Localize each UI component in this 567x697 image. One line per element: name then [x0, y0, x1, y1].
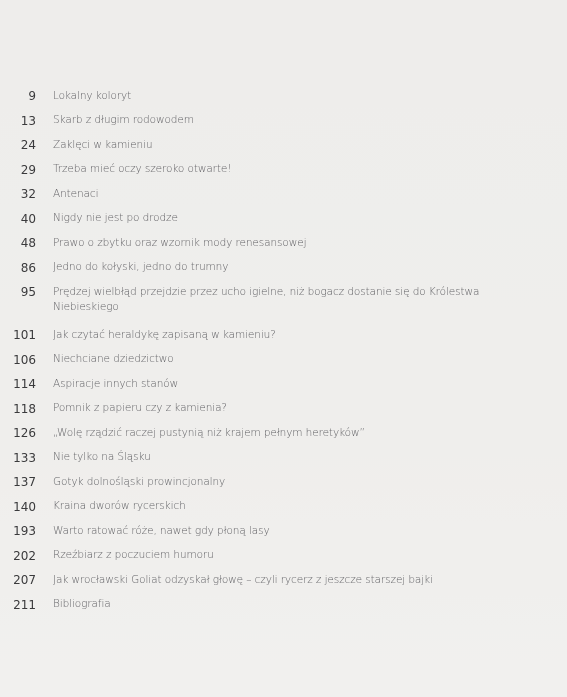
- toc-page-number: 133: [13, 450, 36, 465]
- toc-entry[interactable]: [0, 420, 567, 445]
- toc-entry[interactable]: [0, 567, 567, 592]
- toc-page-number: 40: [20, 211, 36, 226]
- toc-entry[interactable]: [0, 592, 567, 617]
- toc-chapter-title: Skarb z długim rodowodem: [53, 114, 194, 126]
- toc-page-number: 29: [20, 162, 36, 177]
- toc-entry[interactable]: [0, 108, 567, 133]
- toc-page-number: 9: [28, 89, 36, 103]
- toc-chapter-title: Nigdy nie jest po drodze: [53, 212, 178, 224]
- toc-page-number: 193: [13, 524, 36, 538]
- toc-entry[interactable]: [0, 206, 567, 231]
- toc-chapter-title: Kraina dworów rycerskich: [53, 500, 186, 512]
- toc-entry[interactable]: [0, 83, 567, 108]
- toc-entry[interactable]: [0, 518, 567, 543]
- toc-page-number: 202: [13, 548, 36, 563]
- toc-page-number: 32: [20, 187, 36, 201]
- toc-entry[interactable]: [0, 322, 567, 347]
- toc-chapter-title: Warto ratować róże, nawet gdy płoną lasy: [53, 524, 270, 537]
- toc-page-number: 24: [20, 138, 36, 152]
- toc-chapter-title: Gotyk dolnośląski prowincjonalny: [53, 475, 226, 488]
- toc-entry[interactable]: [0, 347, 567, 372]
- toc-chapter-title: Niechciane dziedzictwo: [53, 353, 174, 365]
- toc-chapter-title: Lokalny koloryt: [53, 89, 132, 102]
- toc-page-number: 114: [13, 377, 36, 391]
- toc-entry[interactable]: [0, 132, 567, 157]
- toc-entry[interactable]: [0, 279, 567, 322]
- toc-chapter-title: Zaklęci w kamieniu: [53, 138, 153, 151]
- toc-chapter-title: Prędzej wielbłąd przejdzie przez ucho igielne, niż bogacz dostanie się do Królestwa Niebieskiego: [53, 285, 480, 313]
- toc-chapter-title: Nie tylko na Śląsku: [53, 451, 151, 463]
- toc-page-number: 126: [13, 426, 36, 440]
- toc-page-number: 95: [20, 285, 36, 299]
- toc-entry[interactable]: [0, 445, 567, 470]
- toc-chapter-title: Trzeba mieć oczy szeroko otwarte!: [53, 163, 232, 175]
- toc-chapter-title: Antenaci: [53, 187, 99, 200]
- toc-entry[interactable]: [0, 230, 567, 255]
- toc-entry[interactable]: [0, 396, 567, 421]
- toc-chapter-title: Bibliografia: [53, 598, 111, 610]
- toc-chapter-title: Jedno do kołyski, jedno do trumny: [53, 261, 229, 273]
- toc-page-number: 207: [13, 573, 36, 587]
- toc-chapter-title: Pomnik z papieru czy z kamienia?: [53, 402, 227, 414]
- toc-page-number: 118: [13, 401, 36, 416]
- toc-chapter-title: Prawo o zbytku oraz wzornik mody renesansowej: [53, 236, 307, 249]
- toc-entry[interactable]: [0, 494, 567, 519]
- toc-page-number: 101: [13, 328, 36, 342]
- toc-page-number: 137: [13, 475, 36, 489]
- toc-chapter-title: Rzeźbiarz z poczuciem humoru: [53, 549, 214, 561]
- toc-page-number: 13: [20, 113, 36, 128]
- toc-page-number: 106: [13, 352, 36, 367]
- toc-chapter-title: Jak czytać heraldykę zapisaną w kamieniu?: [53, 328, 276, 341]
- toc-entry[interactable]: [0, 469, 567, 494]
- toc-page-number: 86: [20, 260, 36, 275]
- toc-chapter-title: Jak wrocławski Goliat odzyskał głowę – czyli rycerz z jeszcze starszej bajki: [53, 573, 433, 586]
- toc-page-number: 211: [13, 597, 36, 612]
- toc-entry[interactable]: [0, 543, 567, 568]
- toc-entry[interactable]: [0, 371, 567, 396]
- toc-page-number: 140: [13, 499, 36, 514]
- toc-chapter-title: Aspiracje innych stanów: [53, 377, 179, 390]
- toc-entry[interactable]: [0, 181, 567, 206]
- toc-chapter-title: „Wolę rządzić raczej pustynią niż krajem pełnym heretyków”: [53, 426, 365, 439]
- toc-entry[interactable]: [0, 157, 567, 182]
- table-of-contents: [0, 83, 567, 616]
- toc-page-number: 48: [20, 236, 36, 250]
- toc-entry[interactable]: [0, 255, 567, 280]
